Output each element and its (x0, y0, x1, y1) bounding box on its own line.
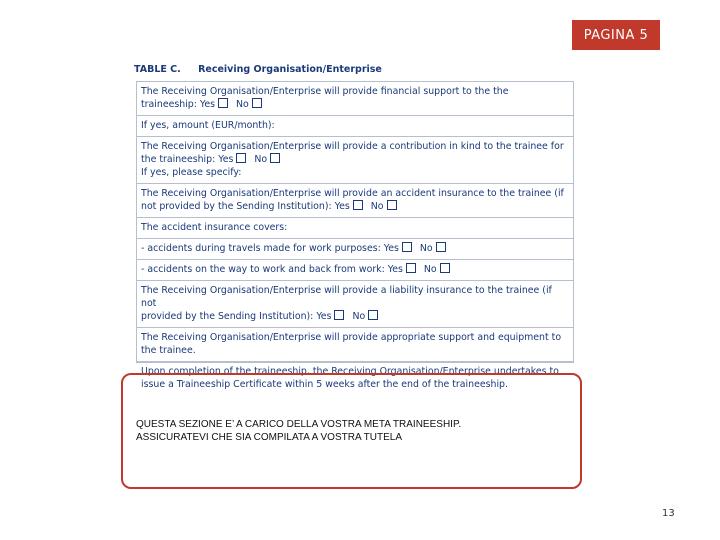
row-text: provided by the Sending Institution): (141, 311, 314, 322)
callout-box (121, 373, 582, 489)
no-checkbox[interactable] (368, 310, 378, 320)
row-text: The Receiving Organisation/Enterprise will provide a contribution in kind to the trainee for (141, 141, 564, 152)
no-label: No (236, 99, 249, 110)
no-checkbox[interactable] (440, 263, 450, 273)
table-row-support-equipment (137, 328, 573, 362)
page-badge (572, 20, 660, 50)
table-row-commute-accidents (137, 260, 573, 281)
row-text: not provided by the Sending Institution): (141, 201, 332, 212)
no-label: No (419, 243, 433, 254)
table-row-insurance-covers (137, 218, 573, 239)
row-text: the trainee. (141, 345, 196, 356)
receiving-organisation-table (136, 81, 574, 390)
no-checkbox[interactable] (252, 98, 262, 108)
table-label: TABLE C. (134, 64, 181, 75)
row-text: The accident insurance covers: (141, 222, 288, 233)
no-label: No (352, 311, 366, 322)
yes-checkbox[interactable] (402, 242, 412, 252)
row-text: traineeship: (141, 99, 197, 110)
no-checkbox[interactable] (436, 242, 446, 252)
yes-checkbox[interactable] (334, 310, 344, 320)
page-badge-label: PAGINA 5 (583, 27, 649, 43)
row-text: the traineeship: (141, 154, 216, 165)
callout-text (136, 418, 461, 444)
table-title: Receiving Organisation/Enterprise (198, 64, 382, 75)
row-text: The Receiving Organisation/Enterprise will provide financial support to the the (141, 86, 509, 97)
row-text: The Receiving Organisation/Enterprise will provide appropriate support and equipment to (141, 332, 562, 343)
table-row-travel-accidents (137, 239, 573, 260)
table-heading (134, 64, 382, 75)
yes-label: Yes (316, 311, 332, 322)
yes-label: Yes (218, 154, 234, 165)
row-text: The Receiving Organisation/Enterprise will provide a liability insurance to the trainee (if not (141, 285, 552, 309)
yes-label: Yes (199, 99, 216, 110)
table-row-liability-insurance (137, 281, 573, 328)
table-row-amount (137, 116, 573, 137)
no-label: No (423, 264, 437, 275)
no-checkbox[interactable] (270, 153, 280, 163)
yes-checkbox[interactable] (236, 153, 246, 163)
no-checkbox[interactable] (387, 200, 397, 210)
yes-checkbox[interactable] (353, 200, 363, 210)
page-number: 13 (662, 508, 675, 519)
no-label: No (254, 154, 268, 165)
row-text: If yes, amount (EUR/month): (141, 120, 275, 131)
row-text: If yes, please specify: (141, 167, 242, 178)
row-text: - accidents during travels made for work purposes: (141, 243, 381, 254)
yes-label: Yes (334, 201, 350, 212)
yes-checkbox[interactable] (218, 98, 228, 108)
row-text: - accidents on the way to work and back from work: (141, 264, 385, 275)
yes-label: Yes (383, 243, 399, 254)
row-text: The Receiving Organisation/Enterprise will provide an accident insurance to the trainee (if (141, 188, 564, 199)
yes-label: Yes (387, 264, 403, 275)
row-text: Upon completion of the traineeship, the Receiving Organisation/Enterprise undertakes to (141, 366, 559, 377)
no-label: No (370, 201, 384, 212)
row-text: issue a Traineeship Certificate within 5 weeks after the end of the traineeship. (141, 379, 508, 390)
table-row-accident-insurance (137, 184, 573, 218)
table-row-contribution-in-kind (137, 137, 573, 184)
table-row-financial-support (137, 82, 573, 116)
yes-checkbox[interactable] (406, 263, 416, 273)
callout-line: ASSICURATEVI CHE SIA COMPILATA A VOSTRA TUTELA (136, 432, 403, 443)
callout-line: QUESTA SEZIONE E’ A CARICO DELLA VOSTRA META TRAINEESHIP. (136, 419, 462, 430)
